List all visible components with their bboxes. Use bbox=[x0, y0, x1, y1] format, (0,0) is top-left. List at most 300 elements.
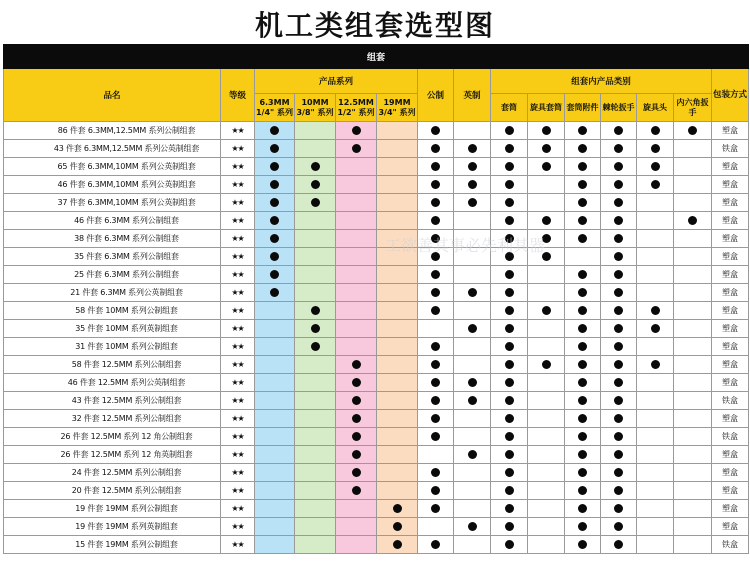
metric-cell bbox=[418, 212, 454, 230]
category-cell bbox=[528, 302, 565, 320]
filled-dot-icon bbox=[578, 522, 587, 531]
category-cell bbox=[528, 212, 565, 230]
header-cat-bit: 旋具头 bbox=[637, 94, 674, 122]
metric-cell bbox=[418, 500, 454, 518]
category-cell bbox=[491, 176, 528, 194]
filled-dot-icon bbox=[505, 252, 514, 261]
row-name: 86 件套 6.3MM,12.5MM 系列公制组套 bbox=[4, 122, 221, 140]
category-cell bbox=[674, 482, 712, 500]
series-cell bbox=[336, 122, 377, 140]
series-cell bbox=[255, 140, 295, 158]
series-cell bbox=[336, 266, 377, 284]
metric-cell bbox=[418, 140, 454, 158]
filled-dot-icon bbox=[352, 486, 361, 495]
category-cell bbox=[565, 338, 601, 356]
category-cell bbox=[565, 122, 601, 140]
header-set-contents: 组套内产品类别 bbox=[491, 69, 712, 94]
category-cell bbox=[491, 410, 528, 428]
imperial-cell bbox=[454, 374, 491, 392]
category-cell bbox=[674, 428, 712, 446]
category-cell bbox=[637, 338, 674, 356]
category-cell bbox=[601, 158, 637, 176]
series-cell bbox=[377, 464, 418, 482]
category-cell bbox=[565, 284, 601, 302]
metric-cell bbox=[418, 536, 454, 554]
category-cell bbox=[637, 266, 674, 284]
header-series-12-5mm: 12.5MM 1/2" 系列 bbox=[336, 94, 377, 122]
category-cell bbox=[637, 302, 674, 320]
filled-dot-icon bbox=[505, 432, 514, 441]
filled-dot-icon bbox=[431, 270, 440, 279]
series-cell bbox=[336, 140, 377, 158]
row-name: 58 件套 10MM 系列公制组套 bbox=[4, 302, 221, 320]
filled-dot-icon bbox=[311, 162, 320, 171]
row-packaging: 铁盒 bbox=[712, 140, 749, 158]
series-cell bbox=[295, 518, 336, 536]
category-cell bbox=[674, 248, 712, 266]
series-cell bbox=[336, 158, 377, 176]
series-cell bbox=[255, 518, 295, 536]
filled-dot-icon bbox=[505, 360, 514, 369]
metric-cell bbox=[418, 266, 454, 284]
filled-dot-icon bbox=[505, 468, 514, 477]
category-cell bbox=[601, 464, 637, 482]
row-grade: ★★ bbox=[221, 176, 255, 194]
row-packaging: 铁盒 bbox=[712, 536, 749, 554]
filled-dot-icon bbox=[542, 144, 551, 153]
series-cell bbox=[336, 428, 377, 446]
filled-dot-icon bbox=[505, 378, 514, 387]
filled-dot-icon bbox=[468, 378, 477, 387]
filled-dot-icon bbox=[311, 342, 320, 351]
imperial-cell bbox=[454, 158, 491, 176]
imperial-cell bbox=[454, 446, 491, 464]
series-cell bbox=[377, 122, 418, 140]
filled-dot-icon bbox=[468, 162, 477, 171]
table-row bbox=[4, 428, 749, 446]
table-row bbox=[4, 482, 749, 500]
series-cell bbox=[255, 176, 295, 194]
category-cell bbox=[491, 194, 528, 212]
category-cell bbox=[491, 212, 528, 230]
category-cell bbox=[601, 536, 637, 554]
row-packaging: 塑盒 bbox=[712, 338, 749, 356]
filled-dot-icon bbox=[505, 144, 514, 153]
series-cell bbox=[336, 302, 377, 320]
row-packaging: 塑盒 bbox=[712, 302, 749, 320]
category-cell bbox=[674, 122, 712, 140]
series-cell bbox=[377, 158, 418, 176]
metric-cell bbox=[418, 158, 454, 176]
series-cell bbox=[255, 122, 295, 140]
table-row bbox=[4, 194, 749, 212]
category-cell bbox=[601, 410, 637, 428]
series-cell bbox=[255, 194, 295, 212]
category-cell bbox=[601, 284, 637, 302]
series-cell bbox=[336, 356, 377, 374]
header-packaging: 包装方式 bbox=[712, 69, 749, 122]
series-cell bbox=[377, 140, 418, 158]
series-cell bbox=[336, 374, 377, 392]
category-cell bbox=[528, 194, 565, 212]
series-cell bbox=[295, 194, 336, 212]
metric-cell bbox=[418, 302, 454, 320]
metric-cell bbox=[418, 446, 454, 464]
series-cell bbox=[295, 248, 336, 266]
filled-dot-icon bbox=[468, 450, 477, 459]
category-cell bbox=[637, 122, 674, 140]
filled-dot-icon bbox=[431, 144, 440, 153]
category-cell bbox=[637, 428, 674, 446]
metric-cell bbox=[418, 392, 454, 410]
metric-cell bbox=[418, 482, 454, 500]
filled-dot-icon bbox=[393, 522, 402, 531]
series-cell bbox=[255, 392, 295, 410]
table-row bbox=[4, 410, 749, 428]
series-cell bbox=[295, 536, 336, 554]
category-cell bbox=[637, 158, 674, 176]
imperial-cell bbox=[454, 536, 491, 554]
series-cell bbox=[377, 338, 418, 356]
category-cell bbox=[674, 338, 712, 356]
category-cell bbox=[674, 356, 712, 374]
row-grade: ★★ bbox=[221, 482, 255, 500]
series-cell bbox=[377, 248, 418, 266]
row-name: 25 件套 6.3MM 系列公制组套 bbox=[4, 266, 221, 284]
table-row bbox=[4, 248, 749, 266]
series-cell bbox=[295, 302, 336, 320]
metric-cell bbox=[418, 356, 454, 374]
filled-dot-icon bbox=[352, 450, 361, 459]
category-cell bbox=[565, 482, 601, 500]
filled-dot-icon bbox=[505, 216, 514, 225]
table-row bbox=[4, 140, 749, 158]
category-cell bbox=[491, 464, 528, 482]
header-series-19mm: 19MM 3/4" 系列 bbox=[377, 94, 418, 122]
category-cell bbox=[528, 284, 565, 302]
row-name: 24 件套 12.5MM 系列公制组套 bbox=[4, 464, 221, 482]
category-cell bbox=[528, 230, 565, 248]
filled-dot-icon bbox=[431, 126, 440, 135]
filled-dot-icon bbox=[614, 432, 623, 441]
filled-dot-icon bbox=[614, 162, 623, 171]
series-cell bbox=[255, 320, 295, 338]
filled-dot-icon bbox=[431, 432, 440, 441]
filled-dot-icon bbox=[578, 414, 587, 423]
category-cell bbox=[565, 176, 601, 194]
filled-dot-icon bbox=[505, 396, 514, 405]
category-cell bbox=[637, 320, 674, 338]
category-cell bbox=[674, 518, 712, 536]
table-row bbox=[4, 500, 749, 518]
table-row bbox=[4, 302, 749, 320]
series-cell bbox=[377, 410, 418, 428]
filled-dot-icon bbox=[578, 198, 587, 207]
imperial-cell bbox=[454, 248, 491, 266]
category-cell bbox=[528, 248, 565, 266]
row-name: 46 件套 6.3MM,10MM 系列公英制组套 bbox=[4, 176, 221, 194]
row-packaging: 塑盒 bbox=[712, 320, 749, 338]
metric-cell bbox=[418, 464, 454, 482]
category-cell bbox=[491, 428, 528, 446]
category-cell bbox=[674, 194, 712, 212]
filled-dot-icon bbox=[352, 126, 361, 135]
category-cell bbox=[637, 194, 674, 212]
filled-dot-icon bbox=[578, 324, 587, 333]
category-cell bbox=[674, 536, 712, 554]
category-cell bbox=[601, 266, 637, 284]
row-packaging: 塑盒 bbox=[712, 356, 749, 374]
category-cell bbox=[565, 140, 601, 158]
series-cell bbox=[255, 158, 295, 176]
series-cell bbox=[377, 500, 418, 518]
row-name: 35 件套 10MM 系列英制组套 bbox=[4, 320, 221, 338]
row-packaging: 塑盒 bbox=[712, 464, 749, 482]
category-cell bbox=[565, 212, 601, 230]
filled-dot-icon bbox=[614, 288, 623, 297]
series-cell bbox=[377, 392, 418, 410]
filled-dot-icon bbox=[352, 468, 361, 477]
table-row bbox=[4, 374, 749, 392]
filled-dot-icon bbox=[393, 540, 402, 549]
filled-dot-icon bbox=[468, 180, 477, 189]
header-cat-socket-accessory: 套筒附件 bbox=[565, 94, 601, 122]
filled-dot-icon bbox=[614, 198, 623, 207]
filled-dot-icon bbox=[578, 216, 587, 225]
filled-dot-icon bbox=[614, 144, 623, 153]
imperial-cell bbox=[454, 428, 491, 446]
filled-dot-icon bbox=[468, 522, 477, 531]
series-cell bbox=[377, 320, 418, 338]
filled-dot-icon bbox=[614, 180, 623, 189]
category-cell bbox=[674, 266, 712, 284]
filled-dot-icon bbox=[270, 252, 279, 261]
series-cell bbox=[336, 464, 377, 482]
imperial-cell bbox=[454, 230, 491, 248]
imperial-cell bbox=[454, 122, 491, 140]
row-name: 26 件套 12.5MM 系列 12 角公制组套 bbox=[4, 428, 221, 446]
category-cell bbox=[491, 122, 528, 140]
category-cell bbox=[565, 536, 601, 554]
series-cell bbox=[255, 374, 295, 392]
category-cell bbox=[491, 392, 528, 410]
filled-dot-icon bbox=[578, 396, 587, 405]
category-cell bbox=[601, 446, 637, 464]
category-cell bbox=[528, 140, 565, 158]
series-cell bbox=[295, 374, 336, 392]
category-cell bbox=[601, 122, 637, 140]
series-cell bbox=[255, 266, 295, 284]
series-cell bbox=[255, 356, 295, 374]
category-cell bbox=[528, 374, 565, 392]
category-cell bbox=[565, 266, 601, 284]
row-grade: ★★ bbox=[221, 230, 255, 248]
filled-dot-icon bbox=[431, 414, 440, 423]
filled-dot-icon bbox=[578, 486, 587, 495]
category-cell bbox=[491, 338, 528, 356]
row-grade: ★★ bbox=[221, 500, 255, 518]
series-cell bbox=[377, 266, 418, 284]
filled-dot-icon bbox=[614, 342, 623, 351]
series-cell bbox=[255, 284, 295, 302]
series-cell bbox=[336, 248, 377, 266]
header-cat-ratchet: 棘轮扳手 bbox=[601, 94, 637, 122]
filled-dot-icon bbox=[578, 468, 587, 477]
imperial-cell bbox=[454, 176, 491, 194]
row-name: 43 件套 6.3MM,12.5MM 系列公英制组套 bbox=[4, 140, 221, 158]
category-cell bbox=[601, 212, 637, 230]
category-cell bbox=[528, 338, 565, 356]
series-cell bbox=[336, 410, 377, 428]
filled-dot-icon bbox=[578, 234, 587, 243]
metric-cell bbox=[418, 320, 454, 338]
series-cell bbox=[295, 158, 336, 176]
category-cell bbox=[601, 356, 637, 374]
series-cell bbox=[255, 536, 295, 554]
filled-dot-icon bbox=[352, 144, 361, 153]
row-name: 43 件套 12.5MM 系列公制组套 bbox=[4, 392, 221, 410]
category-cell bbox=[674, 176, 712, 194]
filled-dot-icon bbox=[431, 306, 440, 315]
row-grade: ★★ bbox=[221, 410, 255, 428]
imperial-cell bbox=[454, 320, 491, 338]
filled-dot-icon bbox=[505, 198, 514, 207]
category-cell bbox=[565, 356, 601, 374]
filled-dot-icon bbox=[578, 306, 587, 315]
category-cell bbox=[528, 446, 565, 464]
category-cell bbox=[491, 446, 528, 464]
filled-dot-icon bbox=[542, 216, 551, 225]
row-packaging: 塑盒 bbox=[712, 410, 749, 428]
series-cell bbox=[295, 410, 336, 428]
filled-dot-icon bbox=[578, 288, 587, 297]
row-name: 46 件套 12.5MM 系列公英制组套 bbox=[4, 374, 221, 392]
category-cell bbox=[491, 158, 528, 176]
filled-dot-icon bbox=[614, 486, 623, 495]
filled-dot-icon bbox=[542, 252, 551, 261]
row-grade: ★★ bbox=[221, 392, 255, 410]
series-cell bbox=[377, 356, 418, 374]
filled-dot-icon bbox=[542, 126, 551, 135]
filled-dot-icon bbox=[614, 360, 623, 369]
filled-dot-icon bbox=[505, 522, 514, 531]
series-cell bbox=[255, 464, 295, 482]
category-cell bbox=[601, 230, 637, 248]
filled-dot-icon bbox=[542, 162, 551, 171]
category-cell bbox=[565, 392, 601, 410]
filled-dot-icon bbox=[578, 360, 587, 369]
row-name: 21 件套 6.3MM 系列公英制组套 bbox=[4, 284, 221, 302]
series-cell bbox=[295, 428, 336, 446]
category-cell bbox=[565, 410, 601, 428]
filled-dot-icon bbox=[505, 450, 514, 459]
series-cell bbox=[377, 302, 418, 320]
imperial-cell bbox=[454, 410, 491, 428]
filled-dot-icon bbox=[614, 270, 623, 279]
table-row bbox=[4, 266, 749, 284]
category-cell bbox=[565, 194, 601, 212]
row-packaging: 塑盒 bbox=[712, 176, 749, 194]
row-grade: ★★ bbox=[221, 248, 255, 266]
metric-cell bbox=[418, 428, 454, 446]
category-cell bbox=[491, 284, 528, 302]
header-name: 品名 bbox=[4, 69, 221, 122]
table-row bbox=[4, 446, 749, 464]
row-packaging: 塑盒 bbox=[712, 194, 749, 212]
row-name: 19 件套 19MM 系列英制组套 bbox=[4, 518, 221, 536]
filled-dot-icon bbox=[614, 252, 623, 261]
filled-dot-icon bbox=[431, 468, 440, 477]
series-cell bbox=[255, 248, 295, 266]
row-packaging: 铁盒 bbox=[712, 428, 749, 446]
header-cat-socket: 套筒 bbox=[491, 94, 528, 122]
page-title: 机工类组套选型图 bbox=[254, 9, 495, 42]
filled-dot-icon bbox=[352, 414, 361, 423]
series-cell bbox=[377, 428, 418, 446]
category-cell bbox=[491, 248, 528, 266]
category-cell bbox=[674, 158, 712, 176]
category-cell bbox=[637, 212, 674, 230]
filled-dot-icon bbox=[505, 126, 514, 135]
series-cell bbox=[377, 374, 418, 392]
row-name: 15 件套 19MM 系列公制组套 bbox=[4, 536, 221, 554]
row-grade: ★★ bbox=[221, 284, 255, 302]
series-cell bbox=[377, 212, 418, 230]
filled-dot-icon bbox=[578, 126, 587, 135]
series-cell bbox=[336, 320, 377, 338]
filled-dot-icon bbox=[468, 144, 477, 153]
filled-dot-icon bbox=[578, 144, 587, 153]
category-cell bbox=[674, 446, 712, 464]
table-row bbox=[4, 122, 749, 140]
category-cell bbox=[528, 410, 565, 428]
row-grade: ★★ bbox=[221, 446, 255, 464]
filled-dot-icon bbox=[651, 180, 660, 189]
category-cell bbox=[637, 446, 674, 464]
filled-dot-icon bbox=[651, 324, 660, 333]
filled-dot-icon bbox=[431, 216, 440, 225]
series-cell bbox=[295, 230, 336, 248]
row-packaging: 铁盒 bbox=[712, 392, 749, 410]
series-cell bbox=[336, 392, 377, 410]
series-cell bbox=[255, 446, 295, 464]
imperial-cell bbox=[454, 266, 491, 284]
category-cell bbox=[565, 302, 601, 320]
filled-dot-icon bbox=[431, 504, 440, 513]
filled-dot-icon bbox=[578, 504, 587, 513]
filled-dot-icon bbox=[505, 234, 514, 243]
row-grade: ★★ bbox=[221, 374, 255, 392]
series-cell bbox=[336, 230, 377, 248]
row-grade: ★★ bbox=[221, 356, 255, 374]
category-cell bbox=[491, 320, 528, 338]
filled-dot-icon bbox=[431, 360, 440, 369]
series-cell bbox=[295, 356, 336, 374]
row-grade: ★★ bbox=[221, 158, 255, 176]
filled-dot-icon bbox=[352, 378, 361, 387]
filled-dot-icon bbox=[431, 162, 440, 171]
row-name: 31 件套 10MM 系列公制组套 bbox=[4, 338, 221, 356]
filled-dot-icon bbox=[614, 306, 623, 315]
filled-dot-icon bbox=[651, 126, 660, 135]
filled-dot-icon bbox=[578, 378, 587, 387]
header-metric: 公制 bbox=[418, 69, 454, 122]
filled-dot-icon bbox=[431, 234, 440, 243]
table-row bbox=[4, 464, 749, 482]
category-cell bbox=[601, 302, 637, 320]
imperial-cell bbox=[454, 356, 491, 374]
filled-dot-icon bbox=[651, 306, 660, 315]
